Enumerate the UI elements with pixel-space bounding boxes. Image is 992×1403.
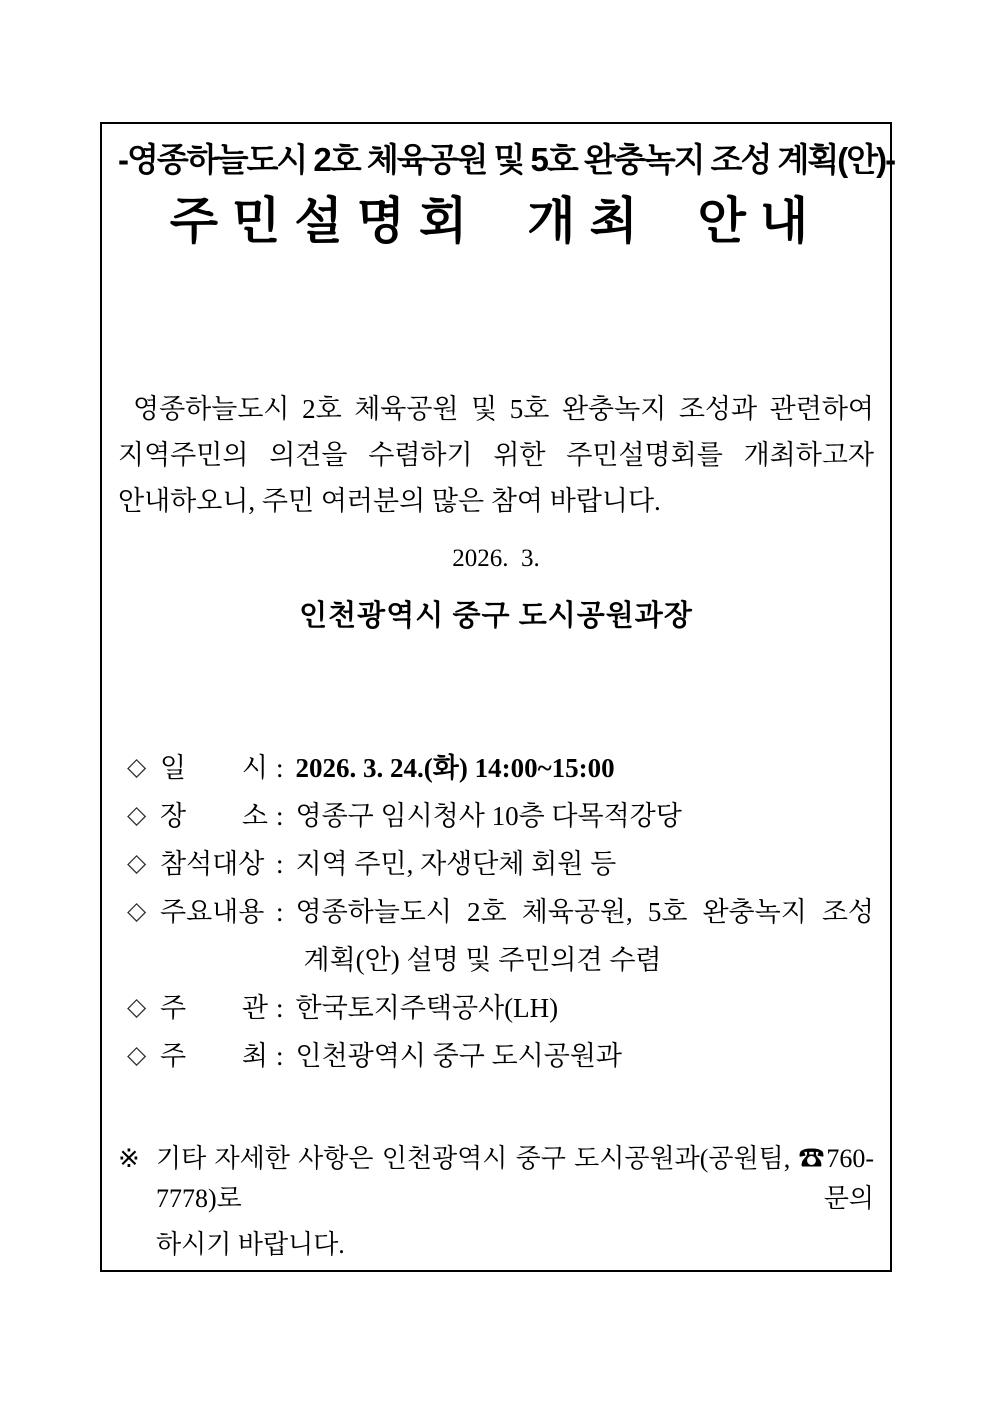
detail-colon: : [276, 1041, 284, 1071]
detail-colon: : [276, 993, 284, 1023]
detail-item [127, 796, 874, 836]
detail-value [296, 892, 874, 980]
intro-line: 안내하오니, 주민 여러분의 많은 참여 바랍니다. [118, 486, 661, 516]
detail-item [127, 1036, 874, 1076]
detail-colon: : [276, 849, 284, 879]
detail-colon: : [276, 897, 284, 927]
detail-value-text: 2026. 3. 24.(화) 14:00~15:00 [295, 753, 615, 783]
diamond-bullet-icon: ◇ [127, 1042, 147, 1069]
detail-item [127, 748, 874, 788]
detail-value-text: 한국토지주택공사(LH) [295, 993, 559, 1023]
diamond-bullet-icon: ◇ [127, 850, 147, 877]
detail-colon: : [276, 801, 284, 831]
diamond-bullet-icon: ◇ [127, 898, 147, 925]
contact-note-body [156, 1139, 874, 1265]
notice-title: 주민설명회 개최 안내 [169, 193, 823, 249]
detail-item [127, 844, 874, 884]
detail-item [127, 892, 874, 980]
issuer-signature: 인천광역시 중구 도시공원과장 [299, 600, 693, 632]
detail-label: 주요내용 [160, 897, 265, 927]
detail-value [296, 988, 874, 1028]
detail-label: 주 관 [160, 993, 268, 1023]
intro-line: 영종하늘도시 2호 체육공원 및 5호 완충녹지 조성과 관련하여 [133, 394, 874, 424]
detail-value-text: 지역 주민, 자생단체 회원 등 [295, 849, 617, 879]
detail-value-text: 영종하늘도시 2호 체육공원, 5호 완충녹지 조성 [295, 897, 874, 927]
intro-line: 지역주민의 의견을 수렴하기 위한 주민설명회를 개최하고자 [118, 440, 874, 470]
detail-label: 참석대상 [160, 849, 265, 879]
notice-subtitle: -영종하늘도시 2호 체육공원 및 5호 완충녹지 조성 계획(안)- [118, 141, 895, 178]
detail-label: 일 시 [160, 753, 268, 783]
meeting-announcement-date: 2026. 3. [452, 545, 540, 572]
detail-value-text: 영종구 임시청사 10층 다목적강당 [295, 801, 682, 831]
contact-note [118, 1139, 874, 1265]
reference-mark-icon: ※ [118, 1144, 140, 1173]
detail-label: 장 소 [160, 801, 268, 831]
detail-item [127, 988, 874, 1028]
details-list [118, 748, 874, 1076]
notice-border-box [100, 122, 895, 1272]
detail-value-continued: 계획(안) 설명 및 주민의견 수렴 [303, 945, 662, 975]
diamond-bullet-icon: ◇ [127, 994, 147, 1021]
detail-value [296, 748, 874, 788]
detail-value [296, 1036, 874, 1076]
contact-note-line: 하시기 바랍니다. [156, 1230, 345, 1259]
contact-note-line: 기타 자세한 사항은 인천광역시 중구 도시공원과(공원팀, ☎760-7778)로 문의 [156, 1144, 874, 1213]
diamond-bullet-icon: ◇ [127, 754, 147, 781]
detail-colon: : [276, 753, 284, 783]
intro-paragraph [118, 386, 874, 524]
detail-value [296, 844, 874, 884]
diamond-bullet-icon: ◇ [127, 802, 147, 829]
detail-value-text: 인천광역시 중구 도시공원과 [295, 1041, 622, 1071]
detail-label: 주 최 [160, 1041, 268, 1071]
detail-value [296, 796, 874, 836]
